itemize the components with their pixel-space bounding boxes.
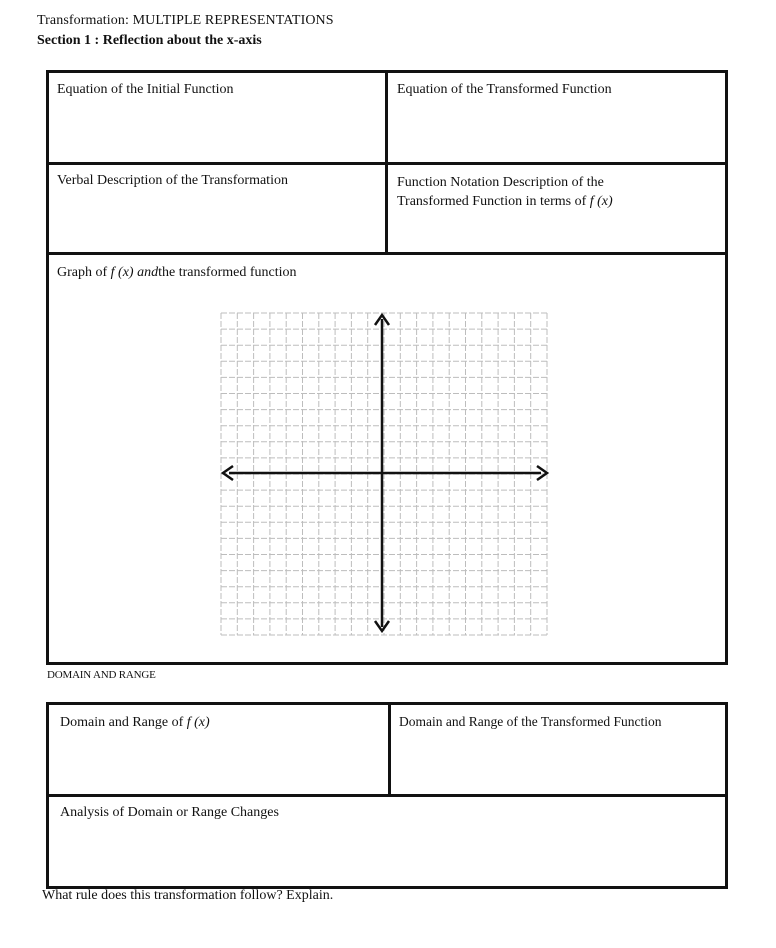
graph-label [57, 263, 297, 282]
graph-label-prefix: Graph of [57, 265, 111, 280]
function-notation-line1: Function Notation Description of the [397, 175, 604, 190]
verbal-description-label: Verbal Description of the Transformation [57, 173, 288, 188]
analysis-label: Analysis of Domain or Range Changes [60, 805, 279, 820]
function-notation-line2 [397, 192, 613, 211]
footer-question: What rule does this transformation follow? Explain. [42, 888, 334, 903]
domain-range-heading: DOMAIN AND RANGE [47, 669, 156, 681]
function-notation-line2-prefix: Transformed Function in terms of [397, 194, 590, 209]
table2-row-divider [48, 794, 726, 797]
function-notation-fx: f (x) [589, 194, 613, 209]
table1-row-divider-1 [48, 162, 726, 165]
transformed-equation-label: Equation of the Transformed Function [397, 82, 612, 97]
graph-label-suffix: the transformed function [158, 265, 297, 280]
domain-range-fx-prefix: Domain and Range of [60, 715, 187, 730]
domain-range-transformed-label: Domain and Range of the Transformed Function [399, 714, 662, 729]
table2-vertical-divider [388, 704, 391, 795]
table1-row-divider-2 [48, 252, 726, 255]
coordinate-grid[interactable] [215, 305, 555, 640]
domain-range-fx: f (x) [186, 715, 210, 730]
domain-range-fx-label [60, 713, 210, 732]
initial-equation-label: Equation of the Initial Function [57, 82, 234, 97]
section-title: Section 1 : Reflection about the x-axis [37, 33, 262, 48]
function-notation-label [397, 173, 613, 211]
worksheet-title: Transformation: MULTIPLE REPRESENTATIONS [37, 13, 334, 28]
graph-label-fx: f (x) [110, 265, 134, 280]
graph-label-and: and [133, 265, 159, 280]
